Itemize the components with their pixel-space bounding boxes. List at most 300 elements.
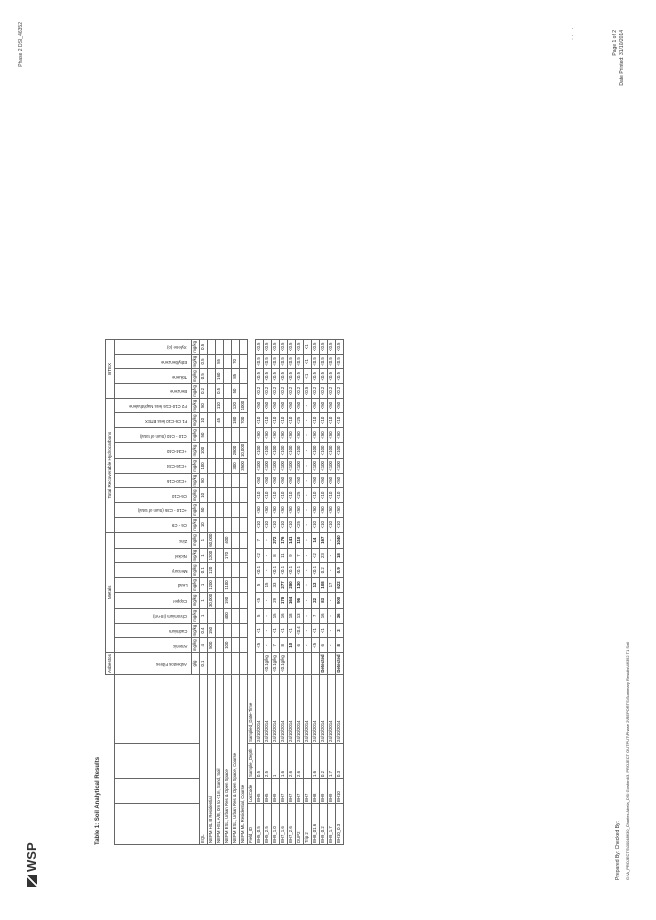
criteria-value: 160: [216, 369, 224, 384]
result-cell: <0.5: [304, 384, 312, 399]
result-cell: [288, 653, 296, 675]
analyte-name: +C34-C40: [167, 448, 188, 454]
result-cell: <50: [296, 428, 304, 443]
result-cell: <0.5: [288, 354, 296, 369]
result-cell: <0.1: [288, 563, 296, 578]
result-cell: <0.5: [264, 354, 272, 369]
result-cell: <50: [312, 428, 320, 443]
result-cell: <50: [336, 473, 344, 488]
sample-header: [248, 339, 256, 844]
criteria-value: [208, 398, 216, 413]
result-cell: <10: [312, 517, 320, 532]
result-cell: <100: [328, 459, 336, 474]
result-cell: <0.1: [280, 563, 288, 578]
analyte-name: Cadmium: [168, 629, 188, 635]
result-cell: <1: [304, 339, 312, 354]
sample-depth-cell: 0.2: [320, 744, 328, 779]
result-cell: <1: [312, 623, 320, 638]
criteria-value: [216, 592, 224, 608]
result-cell: <0.5: [264, 339, 272, 354]
criteria-label: NEPM HSL A/B, 0m to <1m, Sand, Soil: [216, 675, 224, 845]
result-cell: <10: [280, 517, 288, 532]
result-cell: -: [304, 578, 312, 593]
result-cell: <0.5: [272, 339, 280, 354]
analyte-header: [115, 473, 192, 488]
result-cell: <50: [256, 503, 264, 518]
table-row: [336, 339, 344, 844]
result-cell: <0.1: [312, 563, 320, 578]
analyte-header: [115, 459, 192, 474]
analyte-name: F2 C10-C16 less Naphthalene: [129, 404, 188, 410]
result-cell: <10: [256, 517, 264, 532]
result-cell: 23: [320, 548, 328, 563]
result-cell: [336, 563, 344, 578]
criteria-rows: [200, 339, 248, 844]
result-cell: <50: [320, 503, 328, 518]
result-cell: -: [304, 548, 312, 563]
result-cell: <50: [336, 428, 344, 443]
result-cell: <50: [288, 428, 296, 443]
result-cell: <2: [312, 548, 320, 563]
criteria-value: 400: [224, 532, 232, 548]
analyte-header: [115, 517, 192, 532]
sampled-date-cell: 24/10/2014: [264, 675, 272, 744]
result-cell: <0.5: [272, 354, 280, 369]
result-cell: 17: [328, 578, 336, 593]
result-cell: <10: [336, 488, 344, 503]
criteria-value: 0.5: [216, 384, 224, 399]
result-cell: <100: [328, 442, 336, 458]
result-cell: <5: [312, 638, 320, 653]
result-cell: <0.2: [288, 384, 296, 399]
result-cell: -: [328, 563, 336, 578]
analyte-name: +C16-C34: [167, 464, 188, 470]
analyte-header: [115, 428, 192, 443]
result-cell: [288, 532, 296, 548]
exceedance-value: 3: [336, 629, 342, 632]
result-cell: -: [304, 517, 312, 532]
result-cell: <100: [280, 442, 288, 458]
result-cell: <50: [336, 398, 344, 413]
result-cell: <10: [280, 488, 288, 503]
criteria-value: 30,000: [208, 592, 216, 608]
analyte-header: [115, 354, 192, 369]
sample-depth-cell: 1.7: [328, 744, 336, 779]
result-cell: [320, 653, 328, 675]
criteria-value: 55: [216, 354, 224, 369]
analyte-header: [115, 503, 192, 518]
exceedance-value: Detected: [336, 654, 342, 673]
criteria-value: 1: [200, 578, 208, 593]
result-cell: <10: [320, 488, 328, 503]
field-id-cell: BH8_01.6: [312, 804, 320, 845]
criteria-value: [216, 653, 224, 675]
result-cell: [312, 592, 320, 608]
criteria-value: 190: [224, 592, 232, 608]
result-cell: [320, 578, 328, 593]
criteria-row: [224, 339, 232, 844]
criteria-value: 1: [200, 608, 208, 623]
table-row: [320, 339, 328, 844]
result-cell: 8: [272, 548, 280, 563]
result-cell: 7: [272, 638, 280, 653]
unit-cell: mg/kg: [192, 442, 200, 458]
result-cell: -: [264, 592, 272, 608]
result-cell: <0.5: [288, 369, 296, 384]
criteria-value: [240, 384, 248, 399]
exceedance-value: 277: [280, 581, 286, 589]
result-cell: <50: [328, 398, 336, 413]
criteria-value: 110: [216, 398, 224, 413]
unit-cell: mg/kg: [192, 578, 200, 593]
sampled-date-cell: 24/10/2014: [272, 675, 280, 744]
result-cell: <10: [328, 517, 336, 532]
result-cell: <50: [312, 398, 320, 413]
prepared-checked: Prepared By: Checked By:: [615, 821, 621, 880]
unit-cell: mg/kg: [192, 384, 200, 399]
criteria-value: 0.1: [200, 653, 208, 675]
criteria-value: [208, 608, 216, 623]
criteria-value: 10: [200, 517, 208, 532]
criteria-value: [240, 653, 248, 675]
criteria-value: [224, 398, 232, 413]
result-cell: <1: [256, 623, 264, 638]
result-cell: <10: [336, 413, 344, 428]
criteria-value: 60,000: [208, 532, 216, 548]
unit-cell: mg/kg: [192, 503, 200, 518]
wsp-logo: WSP: [24, 842, 39, 887]
exceedance-value: 1040: [336, 535, 342, 545]
analyte-header: [115, 384, 192, 399]
unit-cell: mg/kg: [192, 369, 200, 384]
criteria-value: 120: [208, 563, 216, 578]
criteria-value: [240, 578, 248, 593]
result-cell: -: [304, 503, 312, 518]
sampled-date-cell: 24/10/2014: [336, 675, 344, 744]
criteria-value: [216, 638, 224, 653]
result-cell: 15: [264, 578, 272, 593]
document-reference: Phase 2 DSI_46352: [18, 22, 24, 67]
analyte-name: C10 - C40 (Sum of total): [140, 433, 188, 439]
result-cell: <50: [256, 428, 264, 443]
result-cell: -: [304, 592, 312, 608]
result-cell: <0.5: [336, 369, 344, 384]
result-cell: <0.5: [320, 354, 328, 369]
result-cell: <0.1: [296, 563, 304, 578]
exceedance-value: 280: [288, 581, 294, 589]
result-cell: <5: [256, 638, 264, 653]
result-cell: <10: [328, 488, 336, 503]
result-cell: -: [328, 532, 336, 548]
result-cell: [312, 578, 320, 593]
result-cell: <10: [288, 488, 296, 503]
result-cell: <25: [296, 517, 304, 532]
result-cell: 16: [320, 608, 328, 623]
result-cell: <100: [288, 459, 296, 474]
result-cell: <0.5: [336, 354, 344, 369]
result-cell: 7: [312, 608, 320, 623]
criteria-value: [216, 563, 224, 578]
result-cell: [304, 653, 312, 675]
result-cell: <10: [272, 517, 280, 532]
analyte-header: [115, 623, 192, 638]
result-cell: <0.4: [296, 623, 304, 638]
criteria-value: [232, 517, 240, 532]
criteria-value: 0.1: [200, 563, 208, 578]
result-cell: [280, 578, 288, 593]
analyte-name: Lead: [177, 583, 188, 589]
result-cell: 5: [256, 608, 264, 623]
criteria-value: 400: [224, 608, 232, 623]
result-cell: [312, 653, 320, 675]
result-cell: 7: [256, 532, 264, 548]
criteria-value: [224, 459, 232, 474]
loc-code-cell: BH9: [272, 779, 280, 804]
result-cell: -: [304, 638, 312, 653]
criteria-value: [216, 623, 224, 638]
criteria-value: [216, 442, 224, 458]
criteria-value: [208, 473, 216, 488]
result-cell: <10: [328, 413, 336, 428]
criteria-value: 4: [200, 638, 208, 653]
result-cell: -: [304, 398, 312, 413]
criteria-label: NEPM ESL, Urban Res & Open Space, Coarse: [232, 675, 240, 845]
analyte-name: Xylene (o): [167, 345, 188, 351]
result-cell: <0.1g/kg: [264, 653, 272, 675]
result-cell: <100: [256, 459, 264, 474]
result-cell: <1: [280, 623, 288, 638]
criteria-value: 1100: [224, 578, 232, 593]
result-cell: <0.5: [256, 369, 264, 384]
result-cell: <0.5: [320, 339, 328, 354]
sample-depth-cell: 2.6: [288, 744, 296, 779]
criteria-row: [240, 339, 248, 844]
criteria-value: [216, 488, 224, 503]
exceedance-value: 178: [280, 596, 286, 604]
exceedance-value: 900: [336, 596, 342, 604]
result-cell: <50: [280, 473, 288, 488]
criteria-value: [224, 369, 232, 384]
result-cell: [320, 592, 328, 608]
result-cell: [288, 578, 296, 593]
criteria-value: 0.2: [200, 384, 208, 399]
result-cell: <100: [320, 459, 328, 474]
analyte-header: [115, 608, 192, 623]
result-cell: <50: [280, 398, 288, 413]
result-cell: <10: [320, 413, 328, 428]
exceedance-value: 22: [312, 598, 318, 603]
sample-depth-cell: 1: [272, 744, 280, 779]
unit-cell: mg/kg: [192, 532, 200, 548]
result-cell: -: [304, 442, 312, 458]
criteria-value: [216, 503, 224, 518]
criteria-value: [208, 413, 216, 428]
result-cell: [328, 653, 336, 675]
result-cell: <0.2: [336, 384, 344, 399]
result-cell: <0.1g/kg: [280, 653, 288, 675]
criteria-value: [240, 608, 248, 623]
result-cell: [288, 592, 296, 608]
exceedance-value: 8: [336, 644, 342, 647]
result-cell: <0.2: [320, 384, 328, 399]
sample-depth-cell: 2.5: [264, 744, 272, 779]
unit-cell: mg/kg: [192, 488, 200, 503]
result-cell: [336, 532, 344, 548]
file-path: G:\A_PROJECTS\00048630_Charles Abela_DSI Gosford\3. PROJECT OUTPUT\Phase 2\REPORTS\Summary Results\46352 T1 Soil: [625, 641, 630, 880]
result-cell: <0.2: [328, 384, 336, 399]
loc-code-cell: BH7: [280, 779, 288, 804]
result-cell: [272, 532, 280, 548]
result-cell: <1: [304, 369, 312, 384]
result-cell: <25: [296, 413, 304, 428]
criteria-row: [200, 339, 208, 844]
unit-cell: mg/kg: [192, 548, 200, 563]
result-cell: 33: [272, 578, 280, 593]
table-row: [304, 339, 312, 844]
result-cell: <0.5: [280, 354, 288, 369]
result-cell: <0.5: [312, 369, 320, 384]
unit-cell: mg/kg: [192, 608, 200, 623]
result-cell: <10: [256, 413, 264, 428]
criteria-value: 1: [200, 592, 208, 608]
criteria-value: [224, 442, 232, 458]
result-cell: <0.5: [256, 339, 264, 354]
criteria-value: 10: [200, 413, 208, 428]
analyte-header: [115, 369, 192, 384]
criteria-row: [216, 339, 224, 844]
criteria-value: 10,000: [240, 442, 248, 458]
result-cell: <0.5: [320, 369, 328, 384]
criteria-value: [224, 563, 232, 578]
unit-cell: mg/kg: [192, 473, 200, 488]
wsp-logo-icon: [27, 875, 37, 887]
result-cell: -: [304, 459, 312, 474]
result-cell: <50: [264, 473, 272, 488]
criteria-value: [240, 354, 248, 369]
sample-column-header-row: [248, 339, 256, 844]
analyte-name: +C10 - C36 (Sum of total): [137, 508, 188, 514]
criteria-value: [224, 339, 232, 354]
result-cell: [296, 578, 304, 593]
sample-depth-header: Sample_Depth: [248, 744, 256, 779]
exceedance-value: 141: [288, 536, 294, 544]
table-row: [280, 339, 288, 844]
field-id-cell: BH9_0.2: [320, 804, 328, 845]
result-cell: <0.1: [256, 563, 264, 578]
result-cell: 13: [296, 608, 304, 623]
analyte-header: [115, 592, 192, 608]
result-cell: <0.2: [256, 384, 264, 399]
result-cell: <50: [272, 473, 280, 488]
sampled-date-cell: 24/10/2014: [256, 675, 264, 744]
unit-cell: mg/kg: [192, 413, 200, 428]
scan-marks: · · ·: [570, 27, 576, 40]
result-cell: 0.2: [320, 563, 328, 578]
result-cell: <1: [320, 623, 328, 638]
analyte-name: Ethylbenzene: [161, 360, 188, 365]
criteria-value: [216, 428, 224, 443]
criteria-value: [240, 517, 248, 532]
criteria-value: [216, 532, 224, 548]
analyte-name: C6-C10: [172, 493, 188, 499]
exceedance-value: 10: [288, 642, 294, 648]
unit-cell: mg/kg: [192, 354, 200, 369]
result-cell: -: [328, 623, 336, 638]
sampled-date-cell: 24/10/2014: [296, 675, 304, 744]
result-cell: <100: [264, 442, 272, 458]
criteria-value: [224, 653, 232, 675]
criteria-value: 0.5: [200, 369, 208, 384]
date-printed: Date Printed: 31/10/2014: [618, 30, 625, 86]
result-cell: -: [328, 638, 336, 653]
criteria-value: [208, 384, 216, 399]
result-cell: -: [304, 608, 312, 623]
sampled-date-cell: 24/10/2014: [328, 675, 336, 744]
result-cell: <0.5: [312, 354, 320, 369]
result-cell: <0.5: [264, 369, 272, 384]
exceedance-value: 83: [320, 598, 326, 603]
exceedance-value: 18: [336, 553, 342, 558]
field-id-cell: BH9_1.0: [272, 804, 280, 845]
result-cell: <10: [320, 517, 328, 532]
result-cell: <0.5: [312, 339, 320, 354]
result-cell: <25: [296, 488, 304, 503]
result-cell: -: [304, 623, 312, 638]
result-cell: [320, 532, 328, 548]
criteria-value: [232, 488, 240, 503]
criteria-value: 3500: [240, 459, 248, 474]
result-cell: -: [304, 428, 312, 443]
sampled-date-cell: 24/10/2014: [320, 675, 328, 744]
loc-code-cell: BH7: [296, 779, 304, 804]
analyte-header: [115, 653, 192, 675]
result-cell: 5: [256, 578, 264, 593]
result-cell: <100: [312, 442, 320, 458]
result-cell: <50: [296, 503, 304, 518]
criteria-value: [240, 532, 248, 548]
result-cell: <50: [280, 428, 288, 443]
result-cell: <0.5: [296, 339, 304, 354]
criteria-value: 300: [232, 459, 240, 474]
result-cell: <0.1: [272, 563, 280, 578]
result-cell: <100: [272, 459, 280, 474]
result-cell: -: [304, 413, 312, 428]
criteria-value: 85: [232, 369, 240, 384]
exceedance-value: Detected: [320, 654, 326, 673]
sampled-date-cell: 24/10/2014: [312, 675, 320, 744]
sample-depth-cell: 0.3: [336, 744, 344, 779]
result-cell: 6: [296, 638, 304, 653]
criteria-value: 10: [200, 488, 208, 503]
criteria-value: [224, 517, 232, 532]
criteria-value: [232, 428, 240, 443]
criteria-value: [224, 413, 232, 428]
result-cell: [296, 592, 304, 608]
group-header-row: [106, 339, 115, 844]
result-cell: -: [304, 488, 312, 503]
result-cell: <50: [296, 398, 304, 413]
criteria-value: 1200: [208, 578, 216, 593]
criteria-value: [224, 473, 232, 488]
criteria-value: 0.5: [200, 354, 208, 369]
table-title: Table 1: Soil Analytical Results: [95, 756, 101, 845]
result-cell: <0.5: [328, 369, 336, 384]
loc-code-cell: BH7: [304, 779, 312, 804]
criteria-value: [216, 339, 224, 354]
result-cell: [336, 592, 344, 608]
criteria-value: [232, 578, 240, 593]
criteria-value: 180: [232, 413, 240, 428]
